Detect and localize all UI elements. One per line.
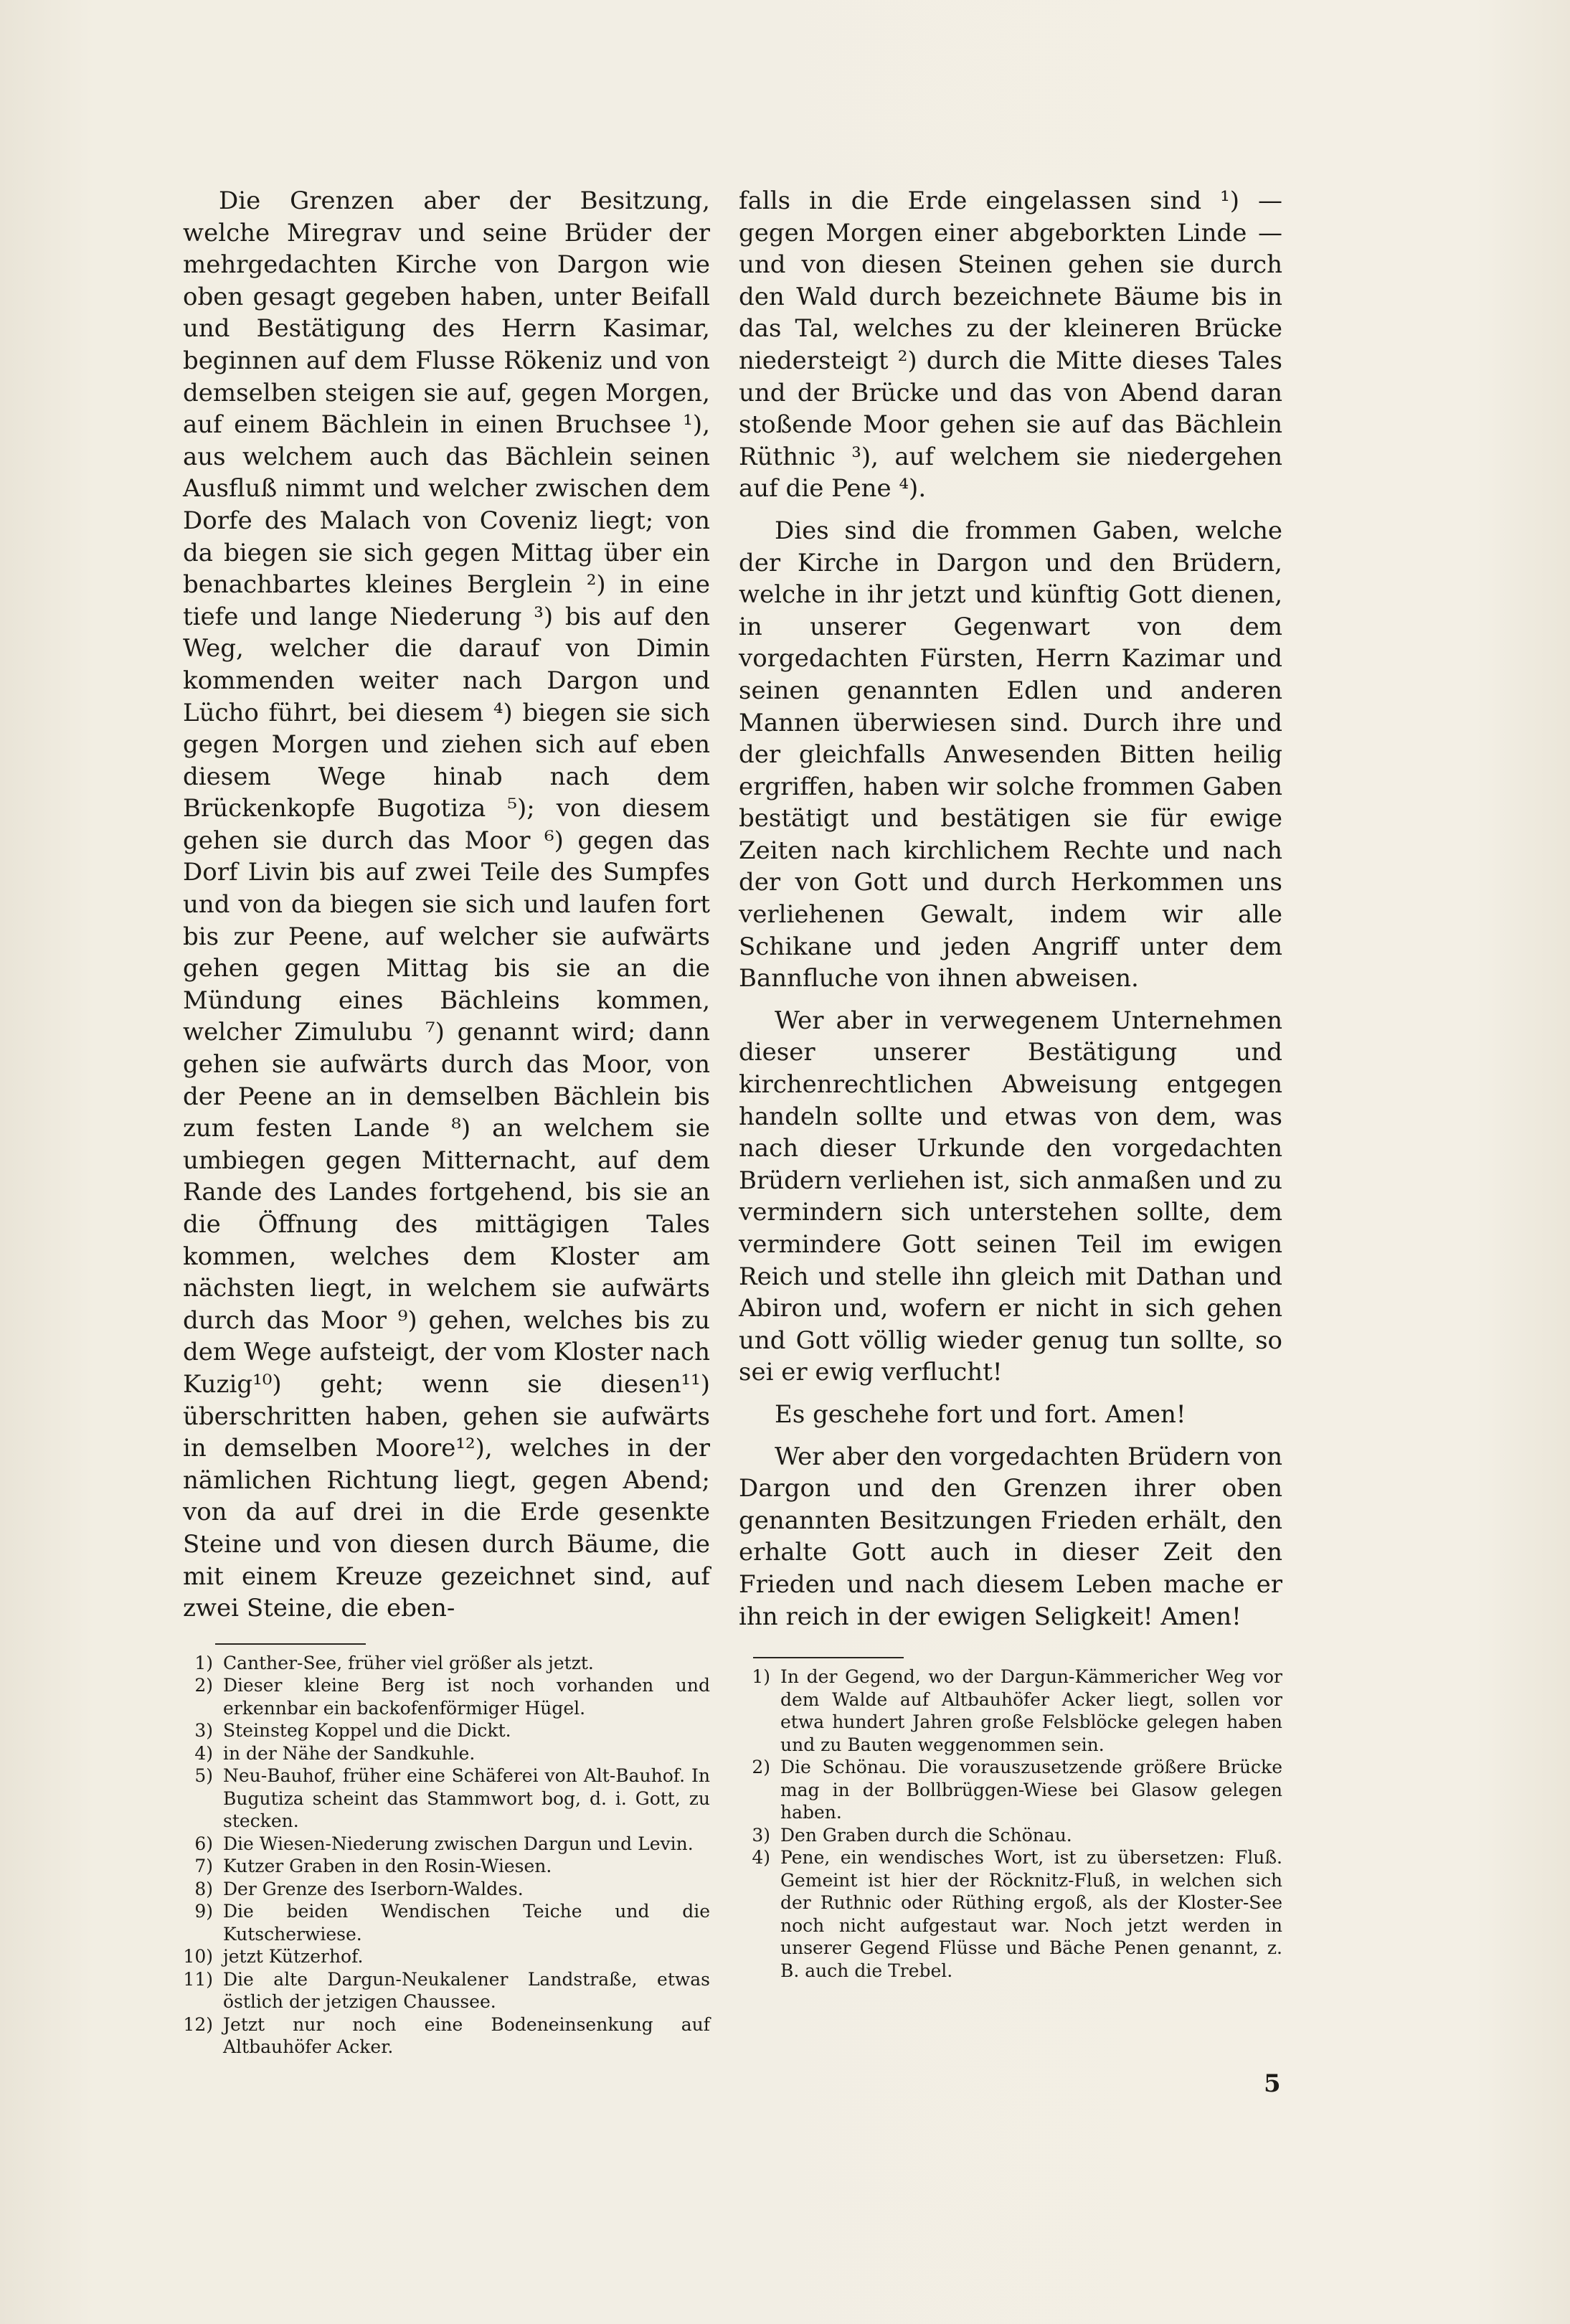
footnote-text: In der Gegend, wo der Dargun-Kämmericher Weg vor dem Walde auf Altbauhöfer Acker liegt, sollen vor etwa hundert Jahren große Felsblöcke gelegen haben und zu Bauten weggenommen sein.	[780, 1666, 1282, 1755]
left-column	[183, 185, 710, 2059]
footnote	[183, 1945, 710, 1968]
footnote-text: Neu-Bauhof, früher eine Schäferei von Alt-Bauhof. In Bugutiza scheint das Stammwort bog, d. i. Gott, zu stecken.	[223, 1765, 710, 1832]
footnote-text: in der Nähe der Sandkuhle.	[223, 1742, 476, 1764]
footnote-number: 6)	[194, 1833, 213, 1854]
body-paragraph: Wer aber in verwegenem Unternehmen dieser unserer Bestätigung und kirchenrechtlichen Abweisung entgegen handeln sollte und etwas von dem, was nach dieser Urkunde den vorgedachten Brüdern verliehen ist, sich anmaßen und zu vermindern sich unterstehen sollte, dem vermindere Gott seinen Teil im ewigen Reich und stelle ihn gleich mit Dathan und Abiron und, wofern er nicht in sich gehen und Gott völlig wieder genug tun sollte, so sei er ewig verflucht!	[739, 1006, 1282, 1387]
footnote-number: 3)	[194, 1720, 213, 1742]
footnote	[183, 1765, 710, 1833]
footnote-number: 7)	[194, 1856, 213, 1877]
footnote	[183, 1878, 710, 1901]
footnote-text: Die Wiesen-Niederung zwischen Dargun und Levin.	[223, 1833, 694, 1854]
footnote-number: 11)	[183, 1968, 213, 1990]
right-column	[739, 185, 1282, 1982]
footnote-number: 3)	[752, 1824, 770, 1846]
footnote-separator	[753, 1657, 904, 1658]
footnote-separator	[215, 1643, 366, 1645]
footnote-text: Die alte Dargun-Neukalener Landstraße, etwas östlich der jetzigen Chaussee.	[223, 1968, 710, 2013]
footnote-number: 2)	[194, 1675, 213, 1696]
footnote-number: 8)	[194, 1878, 213, 1899]
footnote	[183, 1855, 710, 1878]
footnote	[183, 1719, 710, 1742]
footnote	[739, 1846, 1282, 1982]
footnote-number: 1)	[194, 1652, 213, 1673]
footnote-text: Steinsteg Koppel und die Dickt.	[223, 1720, 511, 1742]
footnote-number: 4)	[752, 1847, 770, 1869]
footnote	[183, 1900, 710, 1945]
footnote-text: Die Schönau. Die vorauszusetzende größere Brücke mag in der Bollbrüggen-Wiese bei Glasow gelegen haben.	[780, 1757, 1282, 1823]
footnote-text: Pene, ein wendisches Wort, ist zu übersetzen: Fluß. Gemeint ist hier der Röcknitz-Fluß, in welchen sich der Ruthnic oder Rüthing ergoß, als der Kloster-See noch nicht aufgestaut war. Noch jetzt werden in unserer Gegend Flüsse und Bäche Penen genannt, z. B. auch die Trebel.	[780, 1847, 1282, 1981]
footnote	[183, 2013, 710, 2059]
footnote-number: 4)	[194, 1742, 213, 1764]
footnote	[183, 1833, 710, 1856]
footnote-number: 10)	[183, 1946, 213, 1968]
footnote-number: 9)	[194, 1901, 213, 1922]
footnote	[183, 1674, 710, 1719]
footnote-text: Jetzt nur noch eine Bodeneinsenkung auf Altbauhöfer Acker.	[223, 2013, 710, 2058]
footnote-text: Canther-See, früher viel größer als jetzt.	[223, 1652, 594, 1673]
footnote-text: Der Grenze des Iserborn-Waldes.	[223, 1878, 524, 1899]
footnotes-left	[183, 1652, 710, 2059]
footnote-number: 1)	[752, 1666, 770, 1688]
footnote-text: Kutzer Graben in den Rosin-Wiesen.	[223, 1856, 552, 1877]
page-number: 5	[1264, 2069, 1281, 2098]
body-paragraph: Die Grenzen aber der Besitzung, welche Miregrav und seine Brüder der mehrgedachten Kirche von Dargon wie oben gesagt gegeben haben, unter Beifall und Bestätigung des Herrn Kasimar, beginnen auf dem Flusse Rökeniz und von demselben steigen sie auf, gegen Morgen, auf einem Bächlein in einen Bruchsee ¹), aus welchem auch das Bächlein seinen Ausfluß nimmt und welcher zwischen dem Dorfe des Malach von Coveniz liegt; von da biegen sie sich gegen Mittag über ein benachbartes kleines Berglein ²) in eine tiefe und lange Niederung ³) bis auf den Weg, welcher die darauf von Dimin kommenden weiter nach Dargon und Lücho führt, bei diesem ⁴) biegen sie sich gegen Morgen und ziehen sich auf eben diesem Wege hinab nach dem Brückenkopfe Bugotiza ⁵); von diesem gehen sie durch das Moor ⁶) gegen das Dorf Livin bis auf zwei Teile des Sumpfes und von da biegen sie sich und laufen fort bis zur Peene, auf welcher sie aufwärts gehen gegen Mittag bis sie an die Mündung eines Bächleins kommen, welcher Zimulubu ⁷) genannt wird; dann gehen sie aufwärts durch das Moor, von der Peene an in demselben Bächlein bis zum festen Lande ⁸) an welchem sie umbiegen gegen Mitternacht, auf dem Rande des Landes fortgehend, bis sie an die Öffnung des mittägigen Tales kommen, welches dem Kloster am nächsten liegt, in welchem sie aufwärts durch das Moor ⁹) gehen, welches bis zu dem Wege aufsteigt, der vom Kloster nach Kuzig¹⁰) geht; wenn sie diesen¹¹) überschritten haben, gehen sie aufwärts in demselben Moore¹²), welches in der nämlichen Richtung liegt, gegen Abend; von da auf drei in die Erde gesenkte Steine und von diesen durch Bäume, die mit einem Kreuze gezeichnet sind, auf zwei Steine, die eben-	[183, 186, 710, 1623]
body-paragraph: Wer aber den vorgedachten Brüdern von Dargon und den Grenzen ihrer oben genannten Besitzungen Frieden erhält, den erhalte Gott auch in dieser Zeit den Frieden und nach diesem Leben mache er ihn reich in der ewigen Seligkeit! Amen!	[739, 1442, 1282, 1631]
footnote	[183, 1652, 710, 1675]
footnote-text: Die beiden Wendischen Teiche und die Kutscherwiese.	[223, 1901, 710, 1945]
footnotes-right	[739, 1666, 1282, 1982]
footnote-number: 12)	[183, 2013, 213, 2035]
footnote-number: 5)	[194, 1765, 213, 1787]
body-paragraph: Dies sind die frommen Gaben, welche der Kirche in Dargon und den Brüdern, welche in ihr jetzt und künftig Gott dienen, in unserer Gegenwart von dem vorgedachten Fürsten, Herrn Kazimar und seinen genannten Edlen und anderen Mannen überwiesen sind. Durch ihre und der gleichfalls Anwesenden Bitten heilig ergriffen, haben wir solche frommen Gaben bestätigt und bestätigen sie für ewige Zeiten nach kirchlichem Rechte und nach der von Gott und durch Herkommen uns verliehenen Gewalt, indem wir alle Schikane und jeden Angriff unter dem Bannfluche von ihnen abweisen.	[739, 516, 1282, 993]
body-paragraph: falls in die Erde eingelassen sind ¹) — gegen Morgen einer abgeborkten Linde — und von diesen Steinen gehen sie durch den Wald durch bezeichnete Bäume bis in das Tal, welches zu der kleineren Brücke niedersteigt ²) durch die Mitte dieses Tales und der Brücke und das von Abend daran stoßende Moor gehen sie auf das Bächlein Rüthnic ³), auf welchem sie niedergehen auf die Pene ⁴).	[739, 186, 1282, 504]
footnote	[739, 1824, 1282, 1847]
footnote-text: jetzt Kützerhof.	[223, 1946, 364, 1968]
footnote	[739, 1666, 1282, 1756]
footnote-number: 2)	[752, 1757, 770, 1778]
footnote	[183, 1742, 710, 1765]
footnote	[739, 1756, 1282, 1824]
body-paragraph: Es geschehe fort und fort. Amen!	[775, 1399, 1186, 1429]
footnote-text: Dieser kleine Berg ist noch vorhanden und erkennbar ein backofenförmiger Hügel.	[223, 1675, 710, 1719]
footnote	[183, 1968, 710, 2013]
footnote-text: Den Graben durch die Schönau.	[780, 1824, 1072, 1846]
